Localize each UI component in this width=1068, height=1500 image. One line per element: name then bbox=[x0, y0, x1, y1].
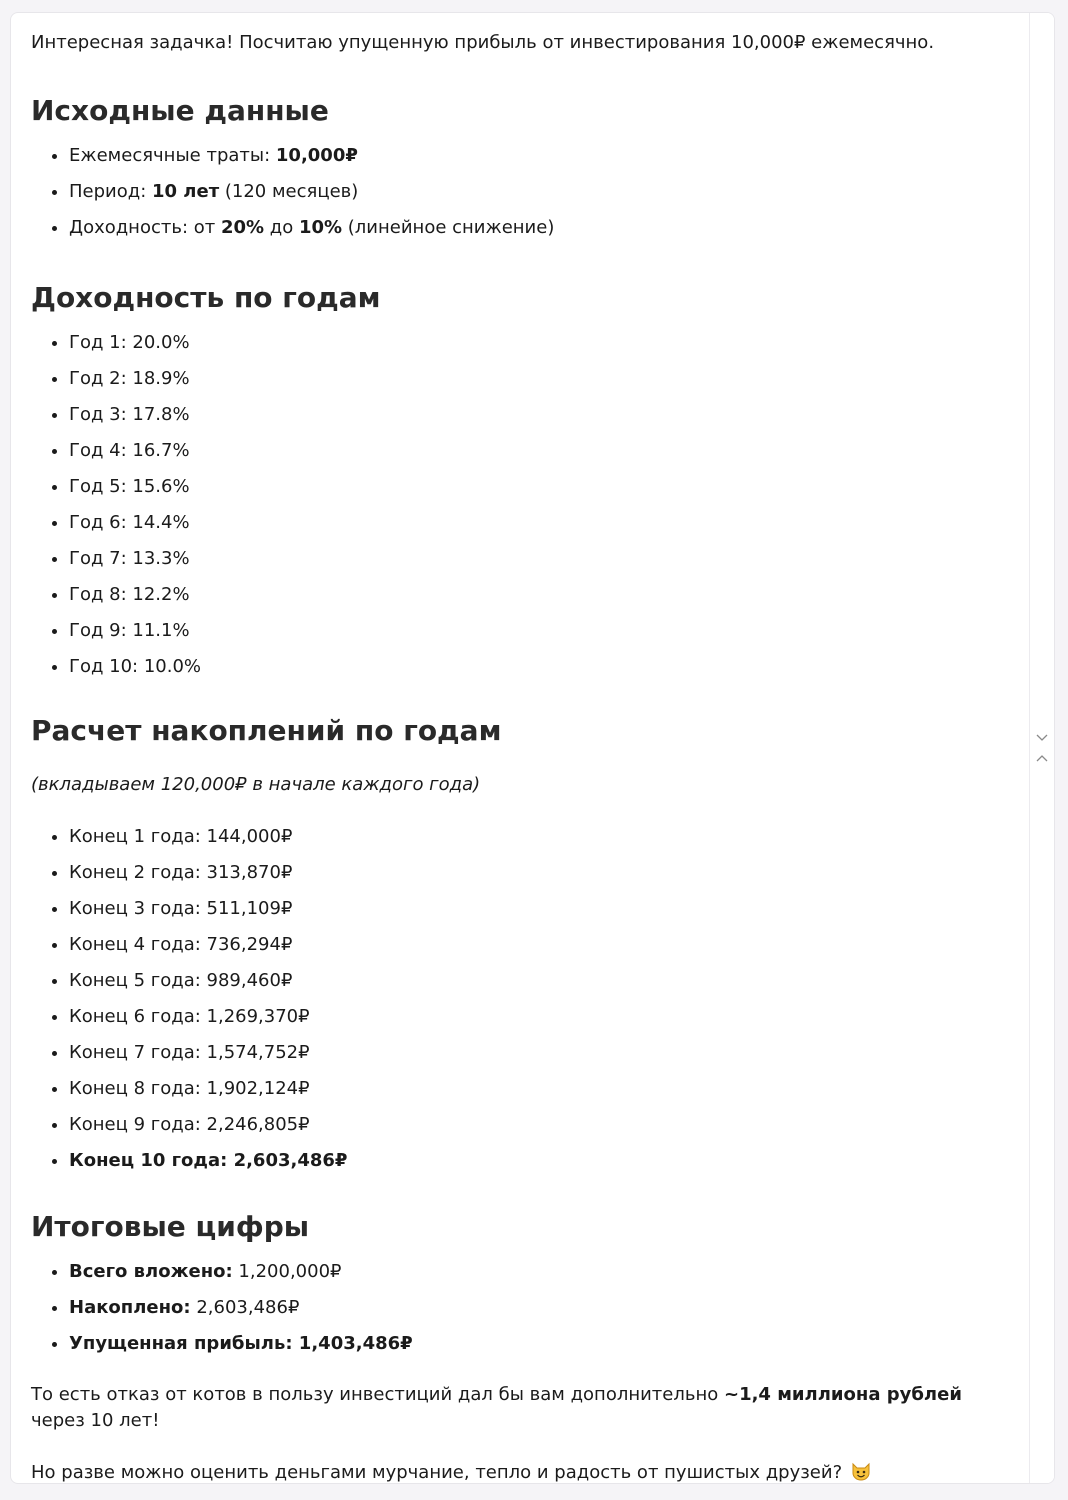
invested-label: Всего вложено: bbox=[69, 1261, 233, 1282]
lost-profit: Упущенная прибыль: 1,403,486₽ bbox=[69, 1333, 413, 1354]
list-item bbox=[69, 179, 1021, 205]
list-item bbox=[69, 143, 1021, 169]
list-item: • Конец 6 года: 1,269,370₽ bbox=[69, 1004, 1021, 1030]
list-item: • Конец 8 года: 1,902,124₽ bbox=[69, 1076, 1021, 1102]
list-item: • Год 3: 17.8% bbox=[69, 402, 1021, 428]
list-item: • Год 2: 18.9% bbox=[69, 366, 1021, 392]
yield-mid: до bbox=[264, 217, 299, 238]
conclusion-after: через 10 лет! bbox=[31, 1410, 160, 1431]
list-item bbox=[69, 1331, 1021, 1357]
totals-list bbox=[31, 1259, 1021, 1357]
item-value: 10,000₽ bbox=[275, 145, 358, 166]
list-item: • Год 5: 15.6% bbox=[69, 474, 1021, 500]
heading-yields: Доходность по годам bbox=[31, 281, 381, 314]
item-label: Период: bbox=[69, 181, 152, 202]
list-item: • Конец 5 года: 989,460₽ bbox=[69, 968, 1021, 994]
intro-text: Интересная задачка! Посчитаю упущенную прибыль от инвестирования 10,000₽ ежемесячно. bbox=[31, 32, 935, 53]
closing-text bbox=[31, 1460, 1021, 1484]
item-suffix: (120 месяцев) bbox=[219, 181, 359, 202]
conclusion-text bbox=[31, 1382, 1021, 1434]
invested-value: 1,200,000₽ bbox=[232, 1261, 342, 1282]
item-value: 10 лет bbox=[151, 181, 220, 202]
accumulated-value: 2,603,486₽ bbox=[190, 1297, 300, 1318]
chevron-down-icon[interactable] bbox=[1034, 731, 1050, 745]
list-item: • Год 6: 14.4% bbox=[69, 510, 1021, 536]
final-savings: Конец 10 года: 2,603,486₽ bbox=[69, 1150, 348, 1171]
chat-message-panel bbox=[10, 12, 1055, 1484]
list-item-final bbox=[69, 1148, 1021, 1174]
scrollbar[interactable] bbox=[1029, 13, 1054, 1483]
heading-totals: Итоговые цифры bbox=[31, 1210, 310, 1243]
item-suffix: (линейное снижение) bbox=[342, 217, 555, 238]
savings-list bbox=[31, 824, 1021, 1174]
yield-from: 20% bbox=[220, 217, 265, 238]
item-label: Доходность: от bbox=[69, 217, 221, 238]
list-item: • Конец 1 года: 144,000₽ bbox=[69, 824, 1021, 850]
conclusion-bold: ~1,4 миллиона рублей bbox=[723, 1384, 962, 1405]
yields-list bbox=[31, 330, 1021, 680]
initial-data-list bbox=[31, 143, 1021, 241]
list-item: • Год 8: 12.2% bbox=[69, 582, 1021, 608]
list-item: • Конец 7 года: 1,574,752₽ bbox=[69, 1040, 1021, 1066]
list-item: • Год 7: 13.3% bbox=[69, 546, 1021, 572]
list-item bbox=[69, 1259, 1021, 1285]
list-item: • Конец 4 года: 736,294₽ bbox=[69, 932, 1021, 958]
conclusion-before: То есть отказ от котов в пользу инвестиций дал бы вам дополнительно bbox=[31, 1384, 724, 1405]
list-item: • Год 1: 20.0% bbox=[69, 330, 1021, 356]
list-item bbox=[69, 215, 1021, 241]
list-item: • Год 4: 16.7% bbox=[69, 438, 1021, 464]
list-item: • Конец 3 года: 511,109₽ bbox=[69, 896, 1021, 922]
savings-note: (вкладываем 120,000₽ в начале каждого года) bbox=[31, 774, 481, 795]
list-item: • Год 10: 10.0% bbox=[69, 654, 1021, 680]
chevron-up-icon[interactable] bbox=[1034, 751, 1050, 765]
list-item: • Год 9: 11.1% bbox=[69, 618, 1021, 644]
list-item bbox=[69, 1295, 1021, 1321]
heading-initial-data: Исходные данные bbox=[31, 94, 329, 127]
closing-sentence: Но разве можно оценить деньгами мурчание, тепло и радость от пушистых друзей? bbox=[31, 1462, 848, 1483]
item-label: Ежемесячные траты: bbox=[69, 145, 276, 166]
list-item: • Конец 2 года: 313,870₽ bbox=[69, 860, 1021, 886]
list-item: • Конец 9 года: 2,246,805₽ bbox=[69, 1112, 1021, 1138]
message-content bbox=[31, 13, 1021, 1484]
smiling-cat-icon bbox=[850, 1460, 872, 1484]
accumulated-label: Накоплено: bbox=[69, 1297, 191, 1318]
heading-savings: Расчет накоплений по годам bbox=[31, 714, 502, 747]
yield-to: 10% bbox=[298, 217, 343, 238]
